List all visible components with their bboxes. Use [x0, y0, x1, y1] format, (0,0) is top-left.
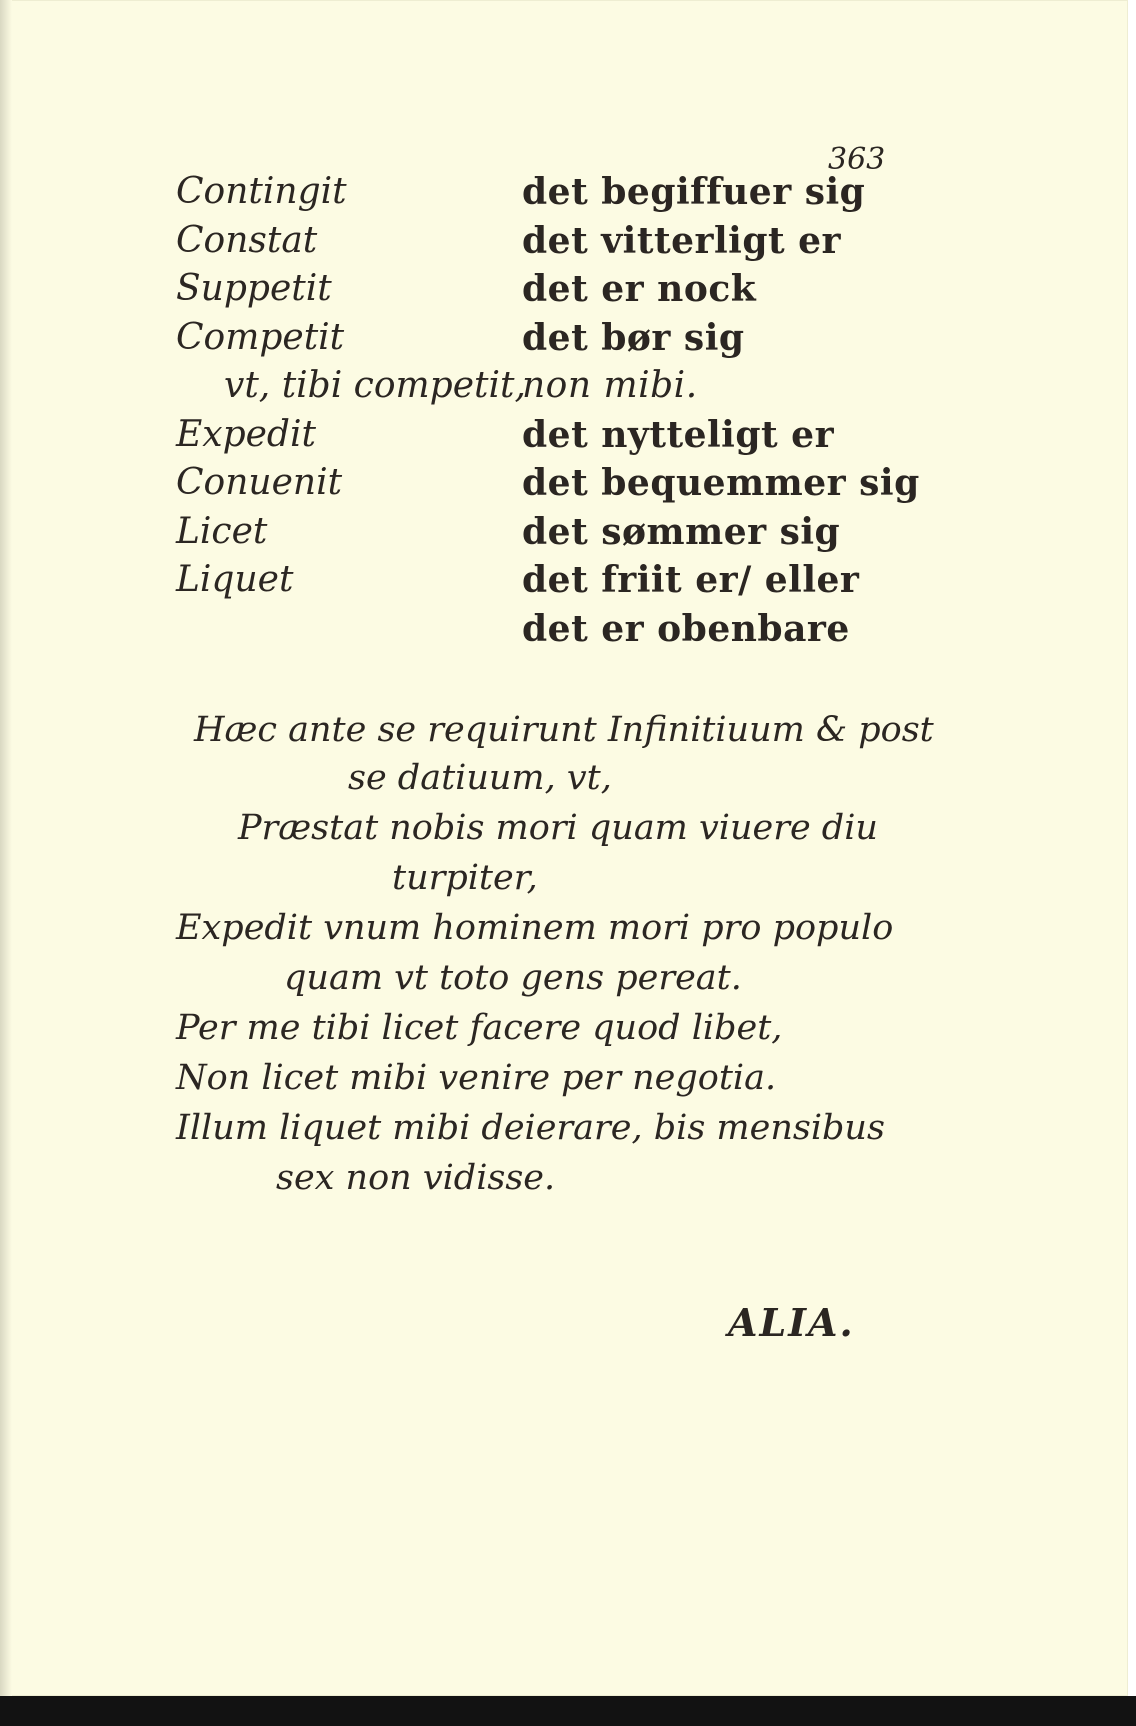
glossary-row [176, 556, 896, 605]
latin-example-continuation: non mibi. [522, 365, 698, 406]
latin-term: Contingit [176, 171, 347, 212]
danish-gloss: det friit er/ eller [522, 559, 860, 601]
glossary-row [176, 168, 896, 217]
danish-gloss: det bequemmer sig [522, 462, 920, 504]
latin-term: Liquet [176, 559, 294, 600]
scan-bottom-edge [0, 1696, 1136, 1726]
text-line: quam vt toto gens pereat. [284, 958, 742, 998]
glossary-row [176, 265, 896, 314]
danish-gloss: det sømmer sig [522, 510, 841, 553]
glossary-row-continuation [176, 605, 896, 654]
section-heading-alia: ALIA. [728, 1300, 855, 1345]
latin-example: vt, tibi competit, [224, 365, 526, 406]
glossary-list [176, 168, 920, 653]
binding-shadow [0, 0, 12, 1696]
glossary-row [176, 411, 896, 460]
latin-term: Expedit [176, 413, 316, 455]
glossary-row [176, 314, 896, 363]
text-line: turpiter, [392, 858, 538, 898]
text-line: Expedit vnum hominem mori pro populo [176, 908, 894, 948]
text-line: Illum liquet mibi deierare, bis mensibus [176, 1108, 885, 1148]
danish-gloss: det begiffuer sig [522, 171, 866, 213]
page-number: 363 [828, 142, 886, 177]
latin-term: Suppetit [176, 268, 332, 309]
text-line: Præstat nobis mori quam viuere diu [238, 808, 878, 848]
latin-term: Competit [176, 316, 345, 358]
danish-gloss: det er obenbare [522, 607, 850, 650]
latin-term: Conuenit [176, 462, 343, 503]
danish-gloss: det er nock [522, 268, 757, 310]
text-line: Hæc ante se requirunt Infinitiuum & post [194, 710, 934, 750]
text-line: Per me tibi licet facere quod libet, [176, 1008, 783, 1048]
glossary-row [176, 459, 920, 508]
text-line: sex non vidisse. [276, 1158, 556, 1198]
glossary-row [176, 217, 896, 266]
glossary-row [176, 508, 896, 557]
glossary-example-row [176, 362, 896, 411]
danish-gloss: det nytteligt er [522, 413, 835, 456]
latin-term: Constat [176, 219, 318, 261]
text-line: se datiuum, vt, [348, 758, 612, 798]
danish-gloss: det bør sig [522, 316, 745, 359]
text-line: Non licet mibi venire per negotia. [176, 1058, 777, 1098]
latin-term: Licet [176, 510, 268, 552]
danish-gloss: det vitterligt er [522, 219, 842, 262]
